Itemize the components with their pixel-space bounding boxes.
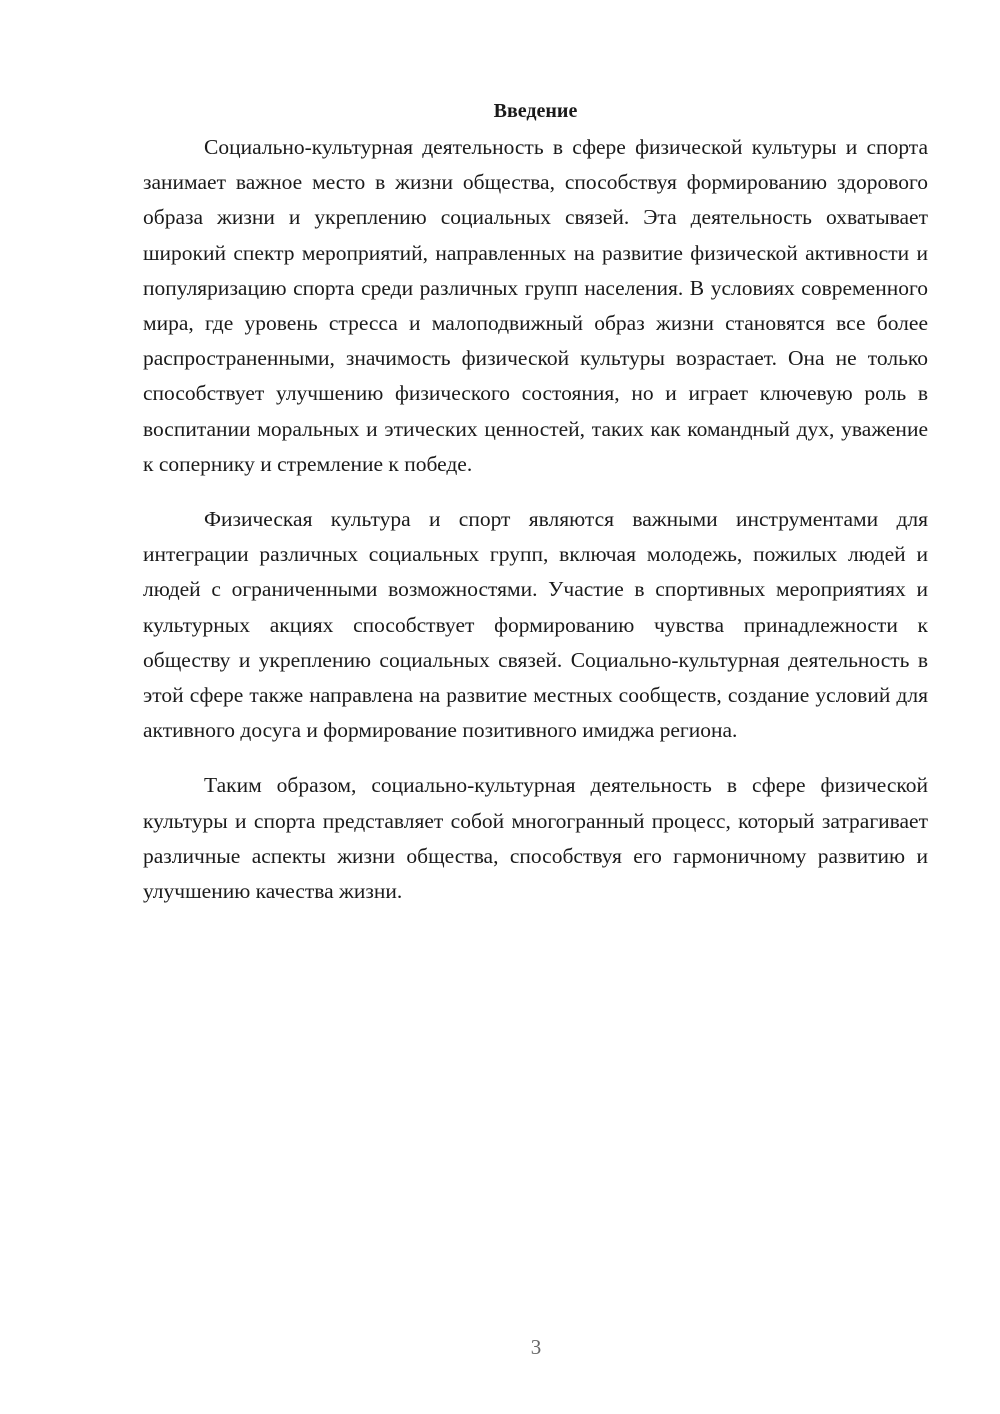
paragraph-2: Физическая культура и спорт являются важными инструментами для интеграции различных социальных групп, включая молодежь, пожилых людей и людей с ограниченными возможностями. Участие в спортивных мероприятиях и культурных акциях способствует формированию чувства принадлежности к обществу и укреплению социальных связей. Социально-культурная деятельность в этой сфере также направлена на развитие местных сообществ, создание условий для активного досуга и формирование позитивного имиджа региона. bbox=[143, 507, 928, 743]
paragraph-3: Таким образом, социально-культурная деятельность в сфере физической культуры и спорта представляет собой многогранный процесс, который затрагивает различные аспекты жизни общества, способствуя его гармоничному развитию и улучшению качества жизни. bbox=[143, 773, 928, 904]
paragraph-1: Социально-культурная деятельность в сфере физической культуры и спорта занимает важное место в жизни общества, способствуя формированию здорового образа жизни и укреплению социальных связей. Эта деятельность охватывает широкий спектр мероприятий, направленных на развитие физической активности и популяризацию спорта среди различных групп населения. В условиях современного мира, где уровень стресса и малоподвижный образ жизни становятся все более распространенными, значимость физической культуры возрастает. Она не только способствует улучшению физического состояния, но и играет ключевую роль в воспитании моральных и этических ценностей, таких как командный дух, уважение к сопернику и стремление к победе. bbox=[143, 135, 928, 476]
page-content bbox=[143, 96, 928, 929]
section-heading: Введение bbox=[493, 100, 578, 122]
page-number: 3 bbox=[530, 1335, 542, 1359]
